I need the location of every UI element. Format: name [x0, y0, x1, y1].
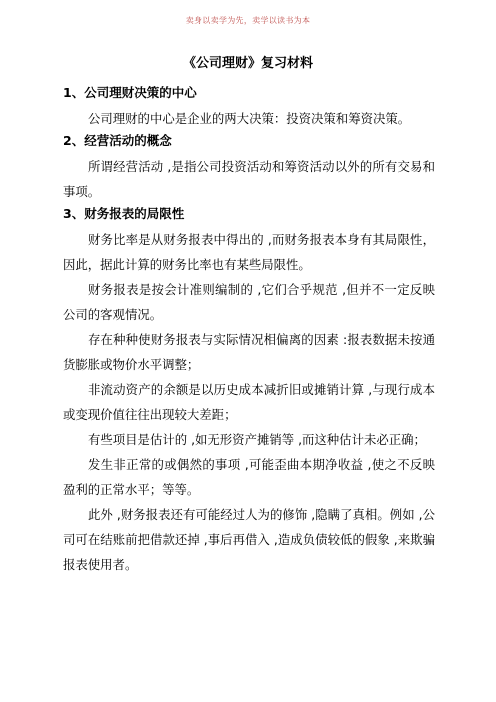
section-3-paragraph-2: 财务报表是按会计准则编制的 ,它们合乎规范 ,但并不一定反映公司的客观情况。	[63, 282, 435, 322]
section-2-paragraph: 所谓经营活动 ,是指公司投资活动和筹资活动以外的所有交易和事项。	[63, 159, 435, 199]
section-2-heading: 2、经营活动的概念	[63, 133, 172, 148]
section-3-paragraph-4: 非流动资产的余额是以历史成本减折旧或摊销计算 ,与现行成本或变现价值往往出现较大差距；	[63, 382, 435, 422]
section-3-paragraph-3: 存在种种使财务报表与实际情况相偏离的因素 :报表数据未按通货膨胀或物价水平调整；	[63, 332, 435, 372]
page-title: 《公司理财》复习材料	[182, 56, 313, 71]
section-3-paragraph-7: 此外 ,财务报表还有可能经过人为的修饰 ,隐瞒了真相。例如 ,公司可在结账前把借款还掉 ,事后再借入 ,造成负债较低的假象 ,来欺骗报表使用者。	[63, 507, 435, 572]
section-3-paragraph-5: 有些项目是估计的 ,如无形资产摊销等 ,而这种估计未必正确；	[88, 432, 426, 447]
section-3-paragraph-1: 财务比率是从财务报表中得出的 ,而财务报表本身有其局限性，因此，据此计算的财务比率也有某些局限性。	[63, 232, 435, 272]
section-3-paragraph-6: 发生非正常的或偶然的事项 ,可能歪曲本期净收益 ,使之不反映盈利的正常水平；等等。	[63, 457, 435, 497]
section-3-heading: 3、财务报表的局限性	[63, 206, 185, 221]
document-body	[63, 84, 435, 577]
section-1-paragraph: 公司理财的中心是企业的两大决策：投资决策和筹资决策。	[88, 111, 411, 126]
section-1-heading: 1、公司理财决策的中心	[63, 85, 197, 100]
header-watermark: 卖身以卖学为先，卖学以读书为本	[185, 16, 311, 25]
